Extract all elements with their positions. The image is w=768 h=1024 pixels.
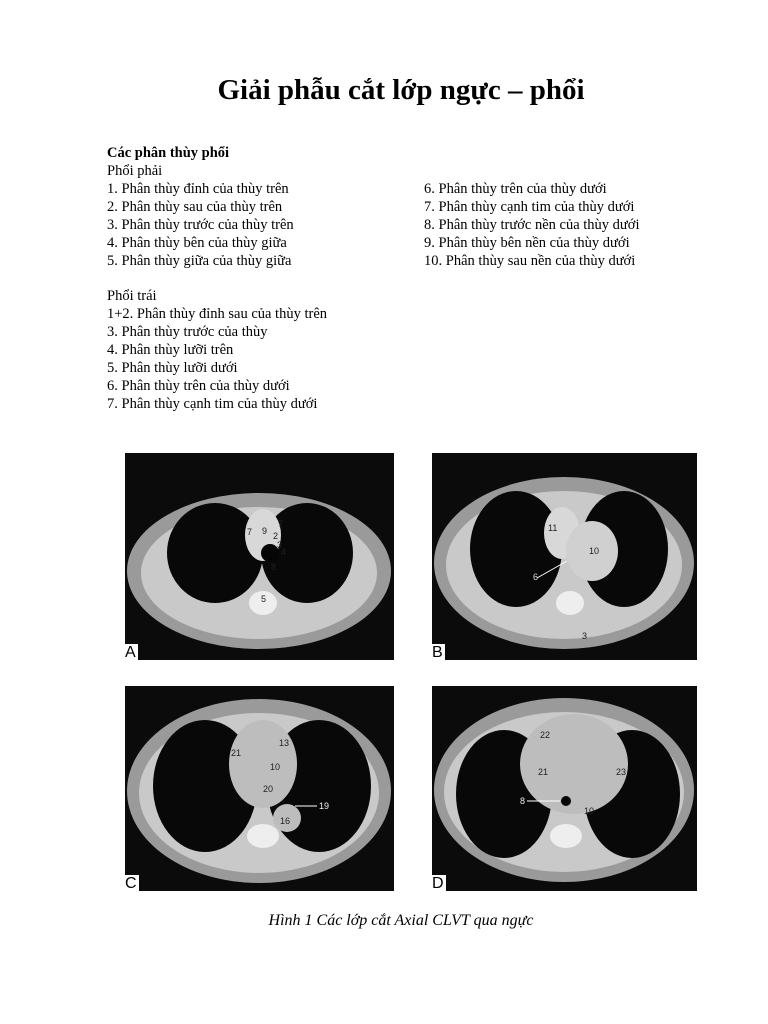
ct-label: 23 (616, 767, 627, 777)
left-lung-item: 3. Phân thùy trước của thùy (107, 324, 268, 340)
ct-label: 8 (271, 562, 277, 572)
ct-label: 19 (319, 801, 330, 811)
ct-image-d (432, 686, 697, 891)
ct-image-b (432, 453, 697, 660)
ct-image-a (125, 453, 394, 660)
ct-label: 5 (261, 594, 267, 604)
ct-label: 9 (262, 526, 268, 536)
ct-label: 20 (263, 784, 274, 794)
right-lung-item: 8. Phân thùy trước nền của thùy dưới (424, 217, 640, 233)
ct-label: 21 (231, 748, 242, 758)
section-heading: Các phân thùy phổi (107, 145, 230, 161)
right-lung-heading: Phổi phải (107, 163, 163, 179)
ct-image-c (125, 686, 394, 891)
left-lung-heading: Phổi trái (107, 288, 157, 304)
right-lung-item: 4. Phân thùy bên của thùy giữa (107, 235, 287, 251)
ct-label: 3 (277, 540, 283, 550)
panel-label: A (125, 644, 136, 660)
left-lung-item: 4. Phân thùy lưỡi trên (107, 342, 234, 358)
ct-label: 10 (589, 546, 600, 556)
right-lung-item: 9. Phân thùy bên nền của thùy dưới (424, 235, 630, 251)
left-lung-item: 7. Phân thùy cạnh tim của thùy dưới (107, 396, 318, 412)
right-lung-item: 6. Phân thùy trên của thùy dưới (424, 181, 607, 197)
right-lung-item: 10. Phân thùy sau nền của thùy dưới (424, 253, 636, 269)
ct-label: 7 (278, 519, 284, 529)
ct-label: 7 (247, 527, 253, 537)
ct-label: 11 (548, 523, 558, 533)
ct-label: 10 (270, 762, 281, 772)
right-lung-item: 7. Phân thùy cạnh tim của thùy dưới (424, 199, 635, 215)
panel-label: B (432, 644, 443, 660)
ct-label: 21 (538, 767, 549, 777)
left-lung-item: 1+2. Phân thùy đỉnh sau của thùy trên (107, 306, 328, 322)
panel-label: D (432, 875, 444, 891)
figure-caption: Hình 1 Các lớp cắt Axial CLVT qua ngực (268, 912, 534, 929)
page-title: Giải phẫu cắt lớp ngực – phổi (217, 74, 585, 106)
ct-label: 13 (279, 738, 290, 748)
ct-label: 6 (533, 572, 539, 582)
ct-label: 10 (584, 806, 595, 816)
left-lung-item: 5. Phân thùy lưỡi dưới (107, 360, 238, 376)
left-lung-item: 6. Phân thùy trên của thùy dưới (107, 378, 290, 394)
ct-label: 22 (540, 730, 551, 740)
ct-label: 3 (582, 631, 588, 641)
right-lung-item: 1. Phân thùy đỉnh của thùy trên (107, 181, 289, 197)
right-lung-item: 2. Phân thùy sau của thùy trên (107, 199, 283, 215)
ct-label: 16 (280, 816, 291, 826)
right-lung-item: 3. Phân thùy trước của thùy trên (107, 217, 294, 233)
ct-label: 2 (273, 531, 279, 541)
ct-label: 8 (520, 796, 526, 806)
right-lung-item: 5. Phân thùy giữa của thùy giữa (107, 253, 292, 269)
panel-label: C (125, 875, 137, 891)
ct-label: 4 (281, 547, 287, 557)
